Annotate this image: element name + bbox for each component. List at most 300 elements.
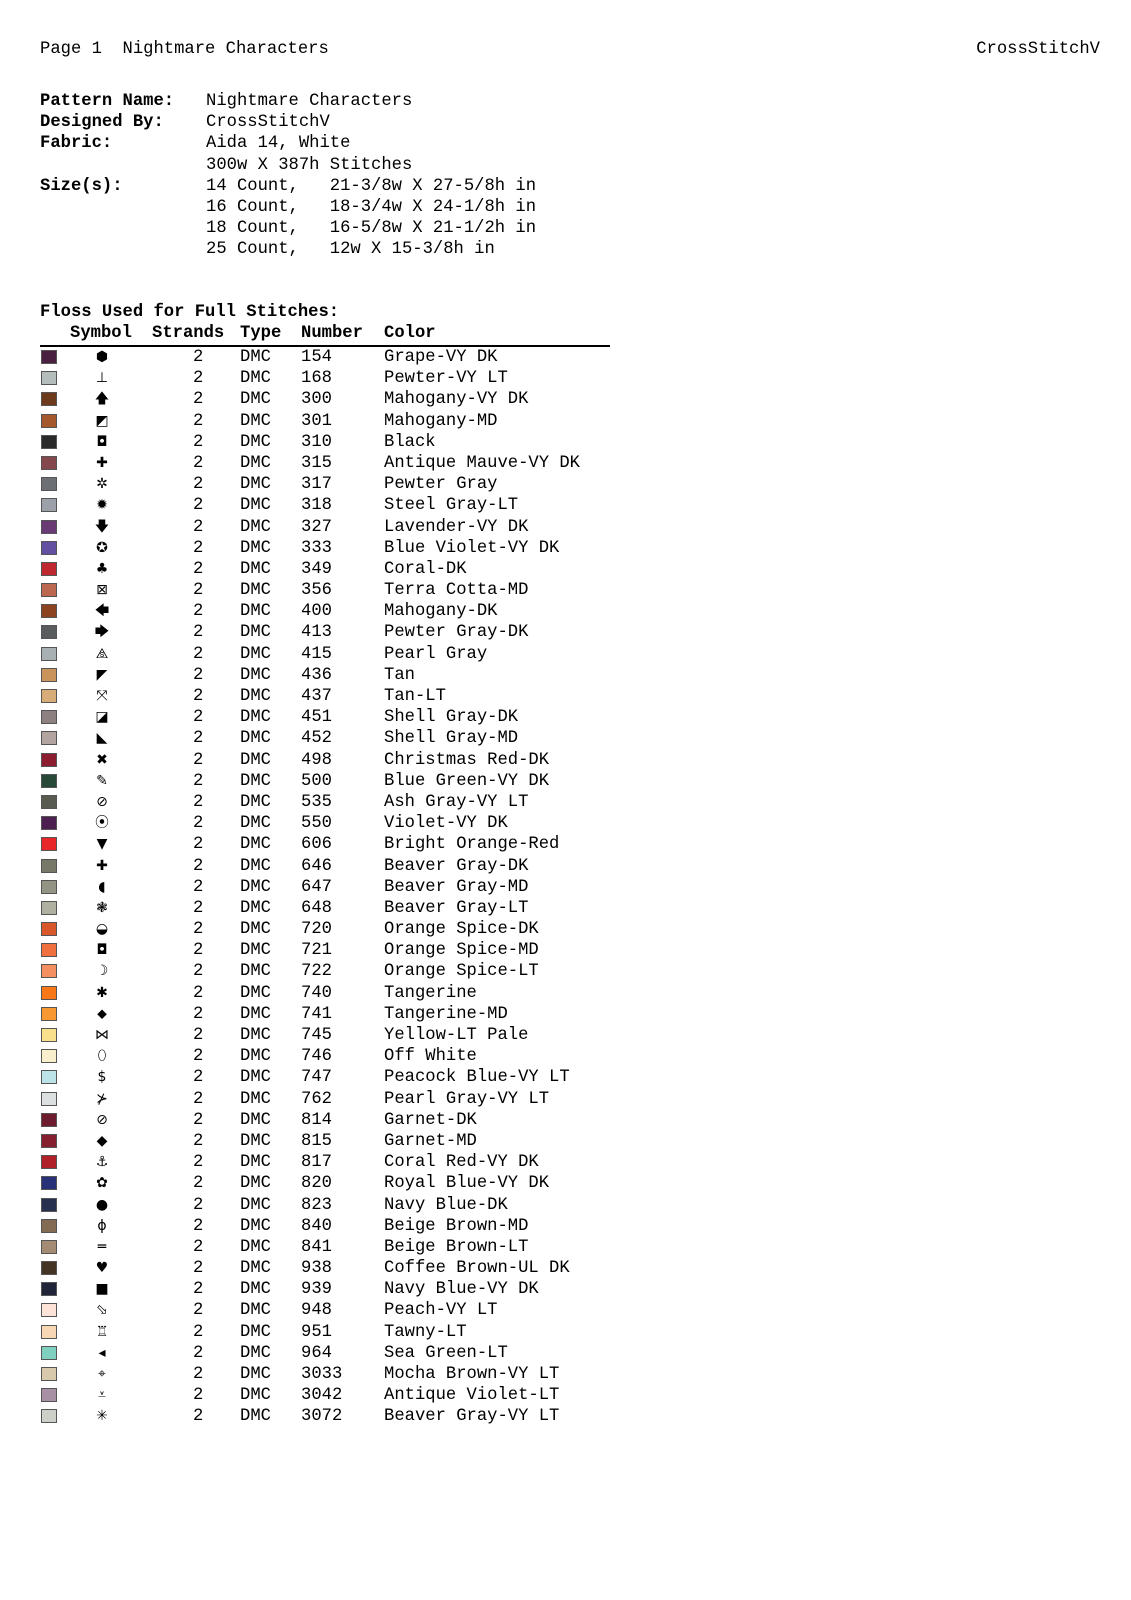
color-swatch xyxy=(41,753,57,767)
number-cell: 356 xyxy=(301,581,332,601)
type-cell: DMC xyxy=(240,877,271,897)
strands-cell: 2 xyxy=(193,1089,204,1109)
symbol-glyph: 🡆 xyxy=(94,624,110,641)
type-cell: DMC xyxy=(240,1026,271,1045)
size-label-spacer xyxy=(40,197,206,218)
type-cell: DMC xyxy=(240,814,271,834)
strands-cell: 2 xyxy=(193,602,204,622)
color-name-cell: Pewter-VY LT xyxy=(384,369,508,389)
color-swatch xyxy=(41,1049,57,1063)
number-cell: 154 xyxy=(301,348,332,367)
number-cell: 841 xyxy=(301,1237,332,1257)
symbol-glyph: ⋈ xyxy=(95,1027,109,1043)
number-cell: 938 xyxy=(301,1259,332,1279)
number-cell: 814 xyxy=(301,1110,332,1130)
type-cell: DMC xyxy=(240,1004,271,1024)
symbol-glyph: ❃ xyxy=(96,899,108,916)
color-swatch xyxy=(41,986,57,1000)
number-cell: 951 xyxy=(301,1322,332,1342)
color-name-cell: Pewter Gray-DK xyxy=(384,623,529,643)
symbol-glyph: ♣ xyxy=(95,560,109,577)
size-row-0 xyxy=(40,176,536,197)
table-row xyxy=(40,813,620,834)
type-cell: DMC xyxy=(240,1259,271,1279)
color-swatch xyxy=(41,1070,57,1084)
number-cell: 823 xyxy=(301,1195,332,1215)
symbol-glyph: ⧌ xyxy=(95,645,109,662)
type-cell: DMC xyxy=(240,411,271,431)
table-row xyxy=(40,1046,620,1067)
color-name-cell: Mocha Brown-VY LT xyxy=(384,1365,560,1384)
symbol-glyph: 🡄 xyxy=(94,603,110,620)
table-row xyxy=(40,1406,620,1427)
color-name-cell: Tangerine-MD xyxy=(384,1004,508,1024)
strands-cell: 2 xyxy=(193,750,204,770)
symbol-glyph: 🡅 xyxy=(94,391,110,408)
color-swatch xyxy=(41,456,57,470)
type-cell: DMC xyxy=(240,369,271,389)
strands-cell: 2 xyxy=(193,792,204,812)
strands-cell: 2 xyxy=(193,729,204,749)
color-name-cell: Peacock Blue-VY LT xyxy=(384,1068,570,1088)
number-cell: 168 xyxy=(301,369,332,389)
color-name-cell: Ash Gray-VY LT xyxy=(384,792,529,812)
color-swatch xyxy=(41,1155,57,1169)
color-swatch xyxy=(41,964,57,978)
strands-cell: 2 xyxy=(193,835,204,855)
pattern-name-value: Nightmare Characters xyxy=(206,92,413,111)
type-cell: DMC xyxy=(240,941,271,961)
floss-table-header xyxy=(40,323,610,347)
number-cell: 300 xyxy=(301,390,332,410)
color-swatch xyxy=(41,774,57,788)
table-row xyxy=(40,665,620,686)
strands-cell: 2 xyxy=(193,581,204,601)
strands-cell: 2 xyxy=(193,348,204,367)
table-row xyxy=(40,1237,620,1258)
strands-cell: 2 xyxy=(193,898,204,918)
color-swatch xyxy=(41,1367,57,1381)
symbol-glyph: 🡇 xyxy=(94,518,110,535)
size-value: 25 Count, 12w X 15-3/8h in xyxy=(206,240,495,260)
symbol-glyph: ⬂ xyxy=(96,1302,108,1319)
color-name-cell: Tangerine xyxy=(384,983,477,1003)
strands-cell: 2 xyxy=(193,1068,204,1088)
color-name-cell: Mahogany-MD xyxy=(384,411,498,431)
symbol-glyph: ⊘ xyxy=(96,1111,108,1128)
table-row xyxy=(40,1258,620,1279)
color-swatch xyxy=(41,1113,57,1127)
color-swatch xyxy=(41,1240,57,1254)
symbol-glyph: ◘ xyxy=(96,942,108,959)
strands-cell: 2 xyxy=(193,1365,204,1384)
size-label-spacer xyxy=(40,218,206,239)
number-cell: 762 xyxy=(301,1089,332,1109)
symbol-glyph: ═ xyxy=(97,1238,107,1255)
number-cell: 722 xyxy=(301,962,332,982)
color-name-cell: Mahogany-VY DK xyxy=(384,390,529,410)
number-cell: 535 xyxy=(301,792,332,812)
color-name-cell: Beige Brown-MD xyxy=(384,1216,529,1236)
number-cell: 817 xyxy=(301,1153,332,1173)
color-name-cell: Garnet-DK xyxy=(384,1110,477,1130)
color-swatch xyxy=(41,1303,57,1317)
size-row-2 xyxy=(40,218,536,239)
symbol-glyph: ⊁ xyxy=(96,1090,108,1107)
pattern-name-row xyxy=(40,91,536,112)
symbol-glyph: ■ xyxy=(95,1281,109,1298)
color-name-cell: Blue Green-VY DK xyxy=(384,771,550,791)
designed-by-label: Designed By: xyxy=(40,113,164,133)
type-cell: DMC xyxy=(240,920,271,940)
type-cell: DMC xyxy=(240,1110,271,1130)
type-cell: DMC xyxy=(240,1407,271,1427)
type-cell: DMC xyxy=(240,962,271,982)
type-cell: DMC xyxy=(240,1195,271,1215)
type-cell: DMC xyxy=(240,856,271,876)
strands-cell: 2 xyxy=(193,962,204,982)
color-swatch xyxy=(41,816,57,830)
color-swatch xyxy=(41,1261,57,1275)
number-cell: 315 xyxy=(301,453,332,473)
color-name-cell: Christmas Red-DK xyxy=(384,750,550,770)
number-cell: 745 xyxy=(301,1026,332,1045)
symbol-glyph: ♥ xyxy=(95,1260,109,1277)
strands-cell: 2 xyxy=(193,411,204,431)
strands-cell: 2 xyxy=(193,1026,204,1045)
number-cell: 550 xyxy=(301,814,332,834)
color-swatch xyxy=(41,943,57,957)
table-row xyxy=(40,983,620,1004)
strands-cell: 2 xyxy=(193,1259,204,1279)
size-value: 14 Count, 21-3/8w X 27-5/8h in xyxy=(206,176,537,196)
color-swatch xyxy=(41,604,57,618)
color-name-cell: Orange Spice-MD xyxy=(384,941,539,961)
designed-by-row xyxy=(40,112,536,133)
table-row xyxy=(40,750,620,771)
strands-cell: 2 xyxy=(193,877,204,897)
type-cell: DMC xyxy=(240,1365,271,1384)
type-cell: DMC xyxy=(240,517,271,537)
color-name-cell: Beaver Gray-DK xyxy=(384,856,529,876)
color-swatch xyxy=(41,922,57,936)
strands-cell: 2 xyxy=(193,1216,204,1236)
color-swatch xyxy=(41,350,57,364)
type-cell: DMC xyxy=(240,983,271,1003)
color-swatch xyxy=(41,1007,57,1021)
table-row xyxy=(40,1279,620,1300)
number-cell: 436 xyxy=(301,665,332,685)
table-row xyxy=(40,368,620,389)
size-row-3 xyxy=(40,239,536,260)
number-cell: 301 xyxy=(301,411,332,431)
type-cell: DMC xyxy=(240,496,271,516)
pattern-name-label: Pattern Name: xyxy=(40,92,175,111)
color-swatch xyxy=(41,392,57,406)
color-name-cell: Grape-VY DK xyxy=(384,348,498,367)
color-name-cell: Navy Blue-VY DK xyxy=(384,1280,539,1300)
page-header-left xyxy=(40,40,329,59)
type-cell: DMC xyxy=(240,1280,271,1300)
color-name-cell: Violet-VY DK xyxy=(384,814,508,834)
strands-cell: 2 xyxy=(193,1004,204,1024)
strands-cell: 2 xyxy=(193,390,204,410)
symbol-glyph: ✚ xyxy=(96,857,108,874)
type-cell: DMC xyxy=(240,835,271,855)
number-cell: 747 xyxy=(301,1068,332,1088)
color-swatch xyxy=(41,435,57,449)
strands-cell: 2 xyxy=(193,856,204,876)
symbol-glyph: ◂ xyxy=(98,1344,106,1361)
strands-cell: 2 xyxy=(193,644,204,664)
size-value: 18 Count, 16-5/8w X 21-1/2h in xyxy=(206,219,537,239)
table-row xyxy=(40,771,620,792)
color-name-cell: Off White xyxy=(384,1047,477,1067)
number-cell: 948 xyxy=(301,1301,332,1321)
type-cell: DMC xyxy=(240,792,271,812)
symbol-glyph: ✪ xyxy=(96,539,108,556)
number-cell: 415 xyxy=(301,644,332,664)
strands-cell: 2 xyxy=(193,475,204,495)
strands-cell: 2 xyxy=(193,369,204,389)
color-name-cell: Black xyxy=(384,432,436,452)
color-swatch xyxy=(41,1346,57,1360)
type-cell: DMC xyxy=(240,1153,271,1173)
table-row xyxy=(40,877,620,898)
color-swatch xyxy=(41,414,57,428)
color-swatch xyxy=(41,1325,57,1339)
symbol-glyph: $ xyxy=(97,1069,107,1086)
table-row xyxy=(40,644,620,665)
color-swatch xyxy=(41,541,57,555)
table-row xyxy=(40,1131,620,1152)
color-name-cell: Blue Violet-VY DK xyxy=(384,538,560,558)
color-swatch xyxy=(41,1409,57,1423)
table-row xyxy=(40,432,620,453)
color-swatch xyxy=(41,477,57,491)
color-swatch xyxy=(41,371,57,385)
type-cell: DMC xyxy=(240,1174,271,1194)
floss-section-title: Floss Used for Full Stitches: xyxy=(40,303,340,322)
table-row xyxy=(40,453,620,474)
number-cell: 3033 xyxy=(301,1365,343,1384)
header-designer: CrossStitchV xyxy=(976,40,1100,59)
color-name-cell: Pewter Gray xyxy=(384,475,498,495)
type-cell: DMC xyxy=(240,771,271,791)
type-cell: DMC xyxy=(240,1322,271,1342)
table-row xyxy=(40,1343,620,1364)
strands-cell: 2 xyxy=(193,941,204,961)
strands-cell: 2 xyxy=(193,814,204,834)
table-row xyxy=(40,622,620,643)
symbol-glyph: ⚓ xyxy=(95,1154,109,1171)
color-swatch xyxy=(41,1219,57,1233)
table-row xyxy=(40,580,620,601)
color-name-cell: Sea Green-LT xyxy=(384,1343,508,1363)
table-row xyxy=(40,411,620,432)
symbol-glyph: ✿ xyxy=(96,1175,108,1192)
strands-cell: 2 xyxy=(193,1280,204,1300)
type-cell: DMC xyxy=(240,687,271,706)
type-cell: DMC xyxy=(240,1216,271,1236)
header-title: Nightmare Characters xyxy=(122,40,329,59)
color-name-cell: Beaver Gray-MD xyxy=(384,877,529,897)
type-cell: DMC xyxy=(240,1343,271,1363)
type-cell: DMC xyxy=(240,729,271,749)
symbol-glyph: ⊥ xyxy=(95,370,109,387)
color-swatch xyxy=(41,562,57,576)
pattern-info xyxy=(40,91,536,261)
number-cell: 310 xyxy=(301,432,332,452)
table-row xyxy=(40,686,620,707)
color-name-cell: Beige Brown-LT xyxy=(384,1237,529,1257)
symbol-glyph: ✱ xyxy=(96,984,108,1001)
color-swatch xyxy=(41,647,57,661)
color-name-cell: Tan-LT xyxy=(384,687,446,706)
fabric-row xyxy=(40,133,536,154)
color-name-cell: Coral-DK xyxy=(384,559,467,579)
color-name-cell: Navy Blue-DK xyxy=(384,1195,508,1215)
table-row xyxy=(40,559,620,580)
table-row xyxy=(40,1216,620,1237)
type-cell: DMC xyxy=(240,348,271,367)
table-row xyxy=(40,898,620,919)
strands-cell: 2 xyxy=(193,453,204,473)
strands-cell: 2 xyxy=(193,1195,204,1215)
type-cell: DMC xyxy=(240,1131,271,1151)
strands-cell: 2 xyxy=(193,983,204,1003)
table-row xyxy=(40,1322,620,1343)
table-row xyxy=(40,495,620,516)
header-strands: Strands xyxy=(152,324,225,343)
number-cell: 349 xyxy=(301,559,332,579)
table-row xyxy=(40,1300,620,1321)
type-cell: DMC xyxy=(240,453,271,473)
number-cell: 840 xyxy=(301,1216,332,1236)
color-name-cell: Tan xyxy=(384,665,415,685)
symbol-glyph: ✖ xyxy=(96,751,108,768)
number-cell: 451 xyxy=(301,708,332,728)
number-cell: 3042 xyxy=(301,1386,343,1406)
number-cell: 648 xyxy=(301,898,332,918)
strands-cell: 2 xyxy=(193,665,204,685)
color-name-cell: Beaver Gray-VY LT xyxy=(384,1407,560,1427)
table-row xyxy=(40,389,620,410)
table-row xyxy=(40,1195,620,1216)
table-row xyxy=(40,834,620,855)
number-cell: 815 xyxy=(301,1131,332,1151)
table-row xyxy=(40,601,620,622)
number-cell: 333 xyxy=(301,538,332,558)
symbol-glyph: ☽ xyxy=(95,963,109,980)
type-cell: DMC xyxy=(240,1301,271,1321)
color-swatch xyxy=(41,837,57,851)
strands-cell: 2 xyxy=(193,1174,204,1194)
type-cell: DMC xyxy=(240,475,271,495)
table-row xyxy=(40,1004,620,1025)
color-swatch xyxy=(41,583,57,597)
color-name-cell: Orange Spice-LT xyxy=(384,962,539,982)
number-cell: 413 xyxy=(301,623,332,643)
color-swatch xyxy=(41,731,57,745)
color-swatch xyxy=(41,498,57,512)
strands-cell: 2 xyxy=(193,559,204,579)
symbol-glyph: ◘ xyxy=(96,433,108,450)
table-row xyxy=(40,1364,620,1385)
color-name-cell: Mahogany-DK xyxy=(384,602,498,622)
size-row-1 xyxy=(40,197,536,218)
sizes-label: Size(s): xyxy=(40,176,123,196)
table-row xyxy=(40,707,620,728)
color-name-cell: Coral Red-VY DK xyxy=(384,1153,539,1173)
type-cell: DMC xyxy=(240,1047,271,1067)
color-swatch xyxy=(41,1134,57,1148)
table-row xyxy=(40,940,620,961)
table-row xyxy=(40,1067,620,1088)
color-swatch xyxy=(41,689,57,703)
color-name-cell: Antique Violet-LT xyxy=(384,1386,560,1406)
symbol-glyph: ◤ xyxy=(96,666,108,683)
symbol-glyph: ⦿ xyxy=(95,815,109,832)
color-swatch xyxy=(41,625,57,639)
color-swatch xyxy=(41,859,57,873)
color-swatch xyxy=(41,1282,57,1296)
number-cell: 746 xyxy=(301,1047,332,1067)
color-name-cell: Yellow-LT Pale xyxy=(384,1026,529,1045)
color-name-cell: Bright Orange-Red xyxy=(384,835,560,855)
table-row xyxy=(40,1110,620,1131)
strands-cell: 2 xyxy=(193,687,204,706)
color-swatch xyxy=(41,880,57,894)
number-cell: 498 xyxy=(301,750,332,770)
strands-cell: 2 xyxy=(193,1322,204,1342)
number-cell: 606 xyxy=(301,835,332,855)
color-name-cell: Peach-VY LT xyxy=(384,1301,498,1321)
page-number: Page 1 xyxy=(40,40,102,59)
number-cell: 721 xyxy=(301,941,332,961)
color-name-cell: Orange Spice-DK xyxy=(384,920,539,940)
number-cell: 964 xyxy=(301,1343,332,1363)
strands-cell: 2 xyxy=(193,771,204,791)
symbol-glyph: ⤧ xyxy=(96,688,108,704)
type-cell: DMC xyxy=(240,1237,271,1257)
table-row xyxy=(40,538,620,559)
size-value: 16 Count, 18-3/4w X 24-1/8h in xyxy=(206,197,537,217)
strands-cell: 2 xyxy=(193,496,204,516)
fabric-label: Fabric: xyxy=(40,134,113,154)
size-label-spacer xyxy=(40,239,206,260)
table-row xyxy=(40,474,620,495)
color-swatch xyxy=(41,710,57,724)
color-name-cell: Lavender-VY DK xyxy=(384,517,529,537)
table-row xyxy=(40,961,620,982)
stitches-value: 300w X 387h Stitches xyxy=(206,155,413,175)
symbol-glyph: ✹ xyxy=(96,497,108,514)
number-cell: 939 xyxy=(301,1280,332,1300)
symbol-glyph: ⬢ xyxy=(95,349,109,365)
symbol-glyph: ⌖ xyxy=(98,1366,106,1382)
type-cell: DMC xyxy=(240,1089,271,1109)
symbol-glyph: ✎ xyxy=(96,772,108,789)
symbol-glyph: ⊘ xyxy=(96,793,108,810)
header-type: Type xyxy=(240,324,282,343)
symbol-glyph: ◣ xyxy=(96,730,108,747)
symbol-glyph: ◖ xyxy=(98,878,106,895)
type-cell: DMC xyxy=(240,1386,271,1406)
strands-cell: 2 xyxy=(193,1131,204,1151)
number-cell: 437 xyxy=(301,687,332,706)
symbol-glyph: ⬯ xyxy=(97,1048,107,1065)
